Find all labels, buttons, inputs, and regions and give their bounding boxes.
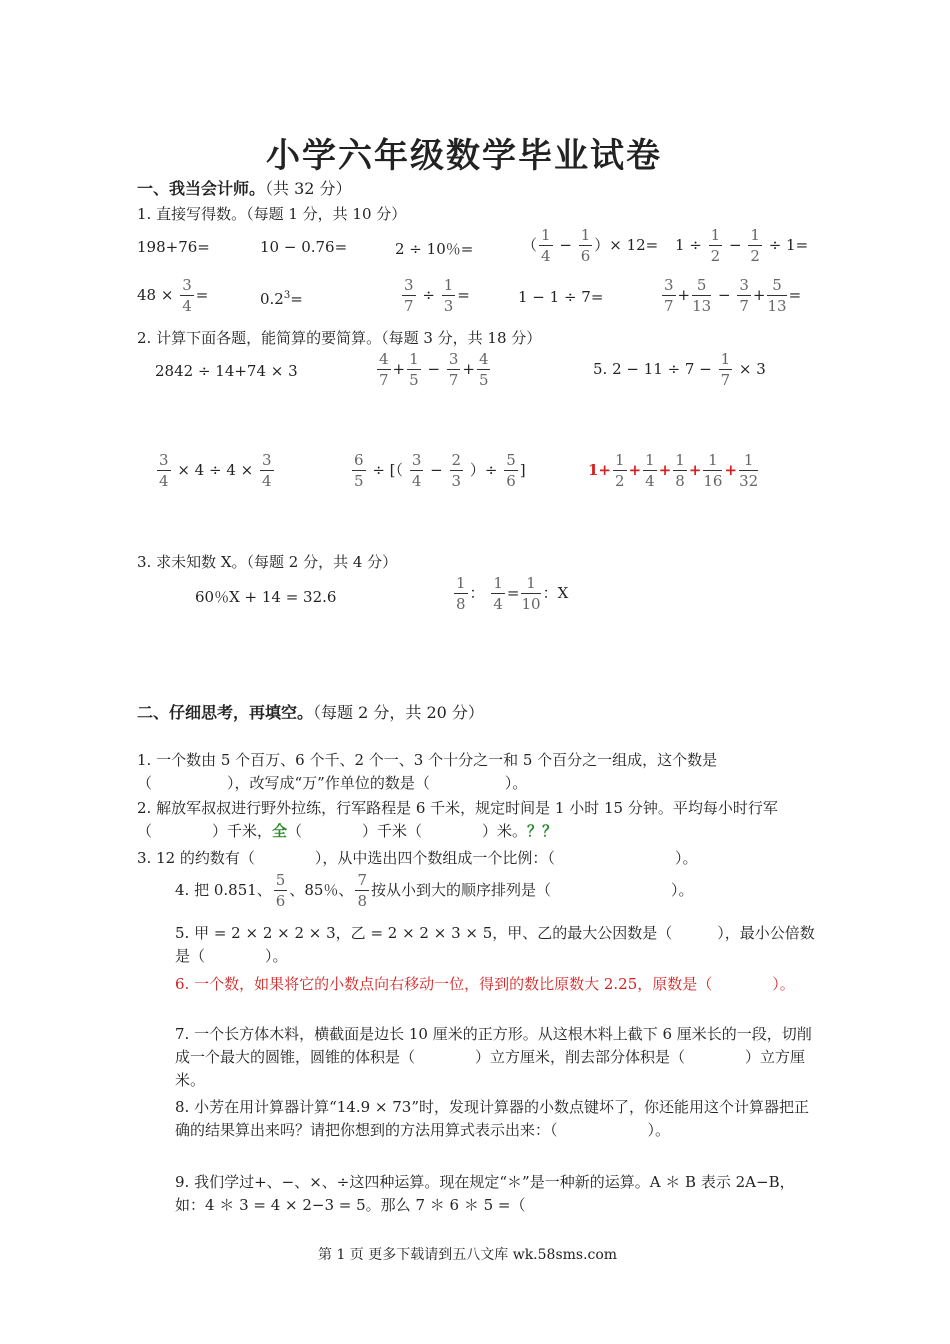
fill-item-6: 6. 一个数，如果将它的小数点向右移动一位，得到的数比原数大 2.25，原数是（ ）。 [175, 975, 795, 993]
section1-title: 一、我当会计师。 [137, 179, 266, 198]
q1-item-8: $\frac{3}{7}$ ÷ $\frac{1}{3}$ = [404, 276, 470, 315]
q1-item-3: 2 ÷ 10％= [395, 240, 474, 258]
q3-label: 3. 求未知数 X。（每题 2 分，共 4 分） [137, 553, 398, 571]
q2-problem-2: $\frac{4}{7}$ + $\frac{1}{5}$ − $\frac{3}{7}$ + $\frac{4}{5}$ [379, 350, 489, 389]
q1-item-4: （ $\frac{1}{4}$ − $\frac{1}{6}$ ）× 12= [522, 226, 659, 265]
fill-item-1: 1. 一个数由 5 个百万、6 个千、2 个一、3 个十分之一和 5 个百分之一组成，这个数是（ ），改写成“万”作单位的数是（ ）。 [137, 751, 718, 792]
section1-score: （共 32 分） [265, 179, 352, 198]
section2-score: （每题 2 分，共 20 分） [313, 703, 484, 722]
section1-heading [137, 176, 352, 199]
q2-problem-5: $\frac{6}{5}$ ÷ [（ $\frac{3}{4}$ − $\frac{2}{3}$ ）÷ $\frac{5}{6}$ ] [354, 451, 526, 490]
q1-item-7: $0.2^3=$ [260, 290, 303, 308]
q2-problem-1: 2842 ÷ 14+74 × 3 [155, 362, 298, 380]
q1-item-1: 198+76= [137, 238, 210, 256]
fill-item-2: 2. 解放军叔叔进行野外拉练，行军路程是 6 千米，规定时间是 1 小时 15 分钟。平均每小时行军（ ）千米，全（ ）千米（ ）米。？？ [137, 799, 778, 840]
fill-item-7: 7. 一个长方体木料，横截面是边长 10 厘米的正方形。从这根木料上截下 6 厘米长的一段，切削成一个最大的圆锥，圆锥的体积是（ ）立方厘米，削去部分体积是（ ）立方厘米。 [175, 1025, 812, 1089]
q2-problem-4: $\frac{3}{4}$ × 4 ÷ 4 × $\frac{3}{4}$ [159, 451, 272, 490]
q2-problem-6: 1+ $\frac{1}{2}$ + $\frac{1}{4}$ + $\frac{1}{8}$ + $\frac{1}{16}$ + $\frac{1}{32}$ [588, 451, 759, 490]
q1-item-6: 48 × $\frac{3}{4}$ = [137, 276, 209, 315]
fill-item-8: 8. 小芳在用计算器计算“14.9 × 73”时，发现计算器的小数点键坏了，你还能用这个计算器把正确的结果算出来吗？请把你想到的方法用算式表示出来：（ ）。 [175, 1098, 810, 1139]
fill-item-5: 5. 甲 = 2 × 2 × 2 × 3，乙 = 2 × 2 × 3 × 5，甲、乙的最大公因数是（ ），最小公倍数是（ ）。 [175, 924, 815, 965]
page-footer: 第 1 页 更多下载请到五八文库 wk.58sms.com [318, 1247, 618, 1263]
q1-item-5: 1 ÷ $\frac{1}{2}$ − $\frac{1}{2}$ ÷ 1= [675, 226, 809, 265]
fill-item-4: 4. 把 0.851、 $\frac{5}{6}$ 、85％、 $\frac{7}{8}$ 按从小到大的顺序排列是（ ）。 [175, 871, 694, 910]
q2-problem-3: 5. 2 − 11 ÷ 7 − $\frac{1}{7}$ × 3 [593, 350, 766, 389]
q1-item-10: $\frac{3}{7}$ + $\frac{5}{13}$ − $\frac{3}{7}$ + $\frac{5}{13}$ = [664, 276, 802, 315]
q2-label: 2. 计算下面各题，能简算的要简算。（每题 3 分，共 18 分） [137, 329, 542, 347]
q1-item-9: 1 − 1 ÷ 7= [518, 288, 604, 306]
fill-item-3: 3. 12 的约数有（ ），从中选出四个数组成一个比例：（ ）。 [137, 849, 698, 867]
q1-label: 1. 直接写得数。（每题 1 分，共 10 分） [137, 205, 407, 223]
q3-equation-2: $\frac{1}{8}$ ： $\frac{1}{4}$ = $\frac{1}{10}$ ：X [456, 574, 569, 613]
fill-item-9: 9. 我们学过+、−、×、÷这四种运算。现在规定“＊”是一种新的运算。A ＊ B 表示 2A−B，如：4 ＊ 3 = 4 × 2−3 = 5。那么 7 ＊ 6 ＊ 5 =（ [175, 1173, 795, 1214]
q3-equation-1: 60％X + 14 = 32.6 [195, 588, 337, 606]
q1-item-2: 10 − 0.76= [260, 238, 348, 256]
page-title: 小学六年级数学毕业试卷 [266, 136, 662, 176]
section2-heading [137, 700, 484, 723]
section2-title: 二、仔细思考，再填空。 [137, 703, 314, 722]
